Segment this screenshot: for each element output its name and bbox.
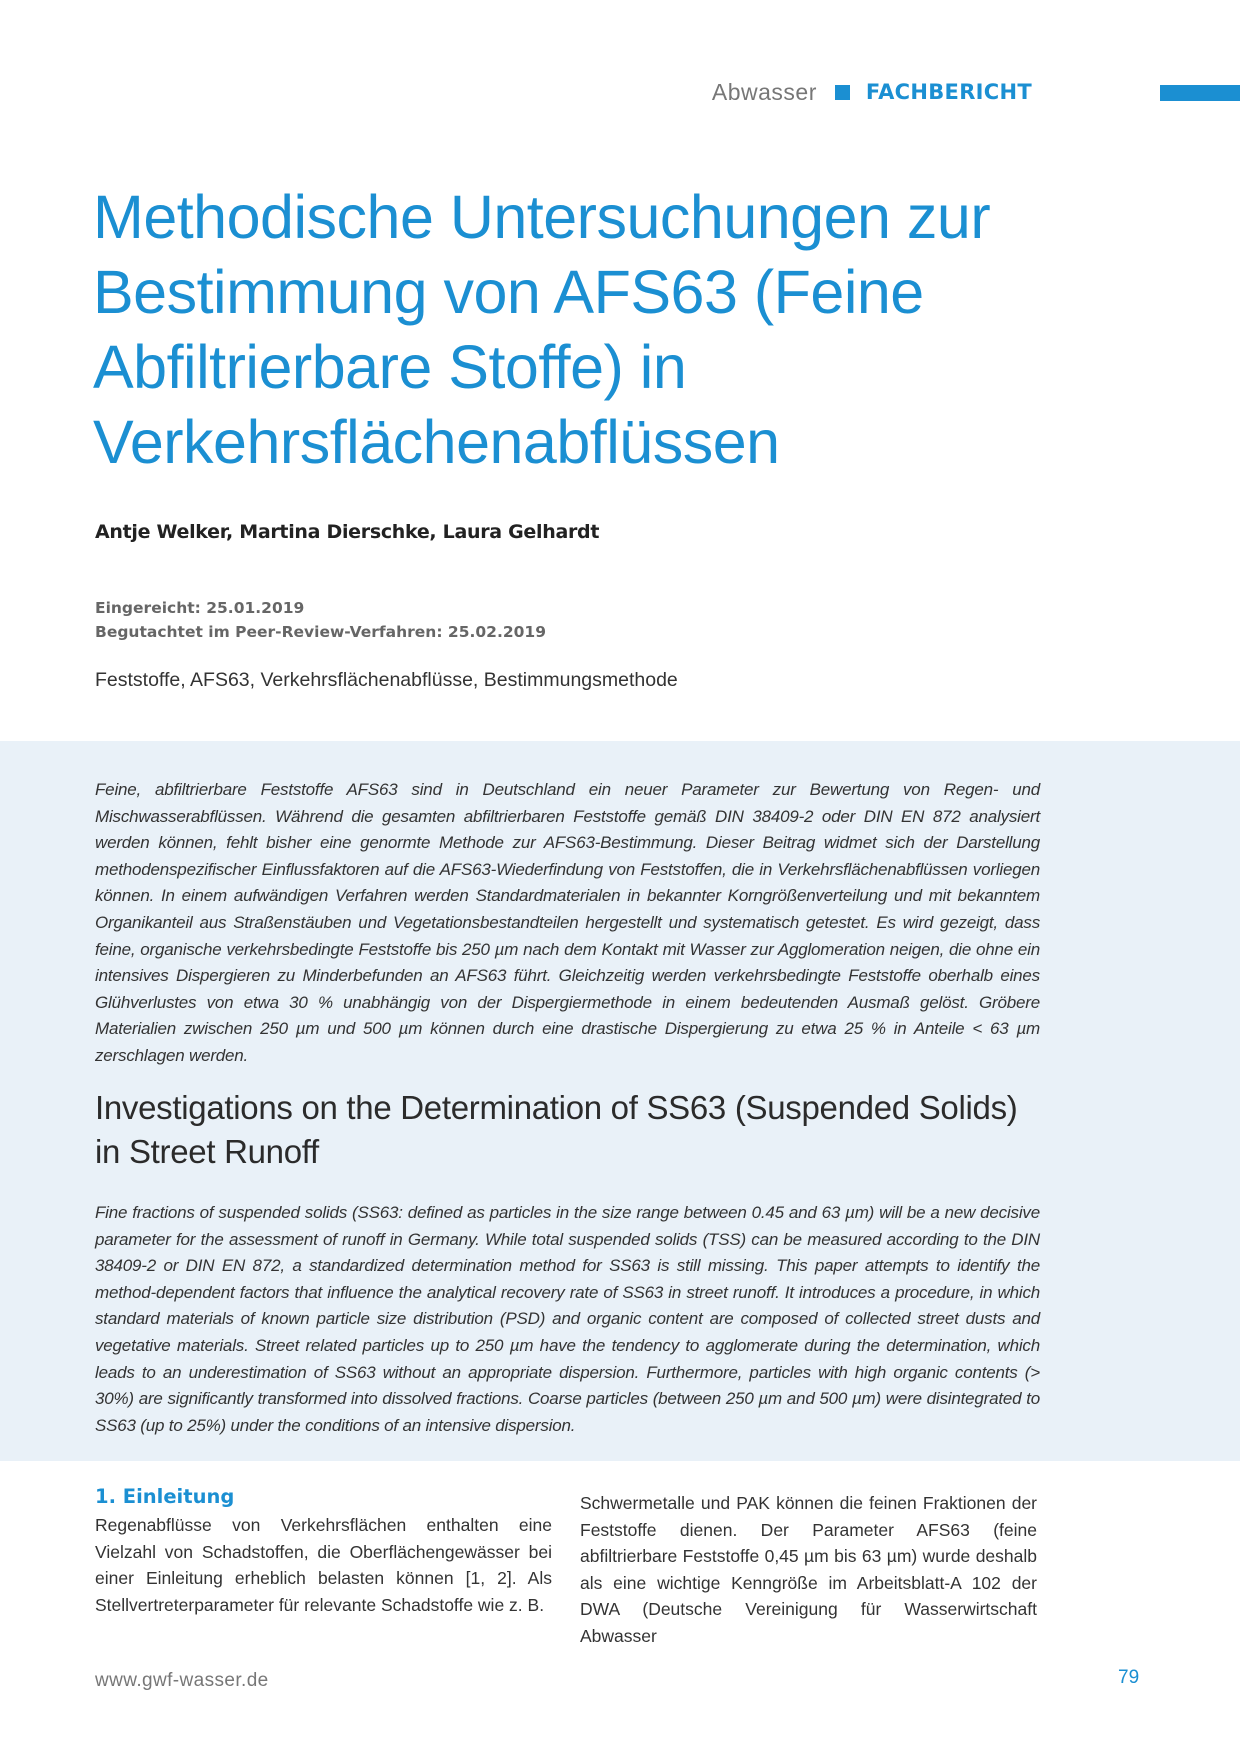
page-number: 79 (1118, 1667, 1140, 1688)
body-column-left (95, 1484, 552, 1618)
article-authors: Antje Welker, Martina Dierschke, Laura Gelhardt (95, 521, 600, 543)
body-column-right (580, 1490, 1037, 1650)
article-dates (95, 596, 546, 644)
header-section: Abwasser (711, 78, 817, 105)
body-paragraph-left: Regenabflüsse von Verkehrsflächen enthalten eine Vielzahl von Schadstoffen, die Oberflächengewässer bei einer Einleitung erheblich belasten können [1, 2]. Als Stellvertreterparameter für relevante Schadstoffe wie z. B. (95, 1515, 552, 1615)
english-title: Investigations on the Determination of SS63 (Suspended Solids) in Street Runoff (95, 1089, 1018, 1170)
header-square-marker (835, 85, 850, 100)
body-paragraph-right: Schwermetalle und PAK können die feinen Fraktionen der Feststoffe dienen. Der Parameter AFS63 (feine abfiltrierbare Feststoffe 0,45 µm bis 63 µm) wurde deshalb als eine wichtige Kenngröße im Arbeitsblatt-A 102 der DWA (Deutsche Vereinigung für Wasserwirtschaft Abwasser (580, 1493, 1037, 1646)
footer-url[interactable]: www.gwf-wasser.de (95, 1670, 269, 1691)
header-category: FACHBERICHT (865, 80, 1032, 104)
abstract-german: Feine, abfiltrierbare Feststoffe AFS63 sind in Deutschland ein neuer Parameter zur Bewertung von Regen- und Mischwasserabflüssen. Während die gesamten abfiltrierbaren Feststoffe gemäß DIN 38409-2 oder DIN EN 872 analysiert werden können, fehlt bisher eine genormte Methode zur AFS63-Bestimmung. Dieser Beitrag widmet sich der Darstellung methodenspezifischer Einflussfaktoren auf die AFS63-Wiederfindung von Feststoffen, die in Verkehrsflächenabflüssen vorliegen können. In einem aufwändigen Verfahren werden Standardmaterialen in bekannter Korngrößenverteilung und mit bekanntem Organikanteil aus Straßenstäuben und Vegetationsbestandteilen hergestellt und systematisch getestet. Es wird gezeigt, dass feine, organische verkehrsbedingte Feststoffe bis 250 µm nach dem Kontakt mit Wasser zur Agglomeration neigen, die ohne ein intensives Dispergieren zu Minderbefunden an AFS63 führt. Gleichzeitig werden verkehrsbedingte Feststoffe oberhalb eines Glühverlustes von etwa 30 % unabhängig von der Dispergiermethode in einem bedeutenden Ausmaß gelöst. Gröbere Materialien zwischen 250 µm und 500 µm können durch eine drastische Dispergierung zu etwa 25 % in Anteile < 63 µm zerschlagen werden. (95, 780, 1040, 1065)
article-keywords: Feststoffe, AFS63, Verkehrsflächenabflüsse, Bestimmungsmethode (95, 669, 678, 691)
reviewed-date: Begutachtet im Peer-Review-Verfahren: 25.02.2019 (95, 623, 546, 641)
section-heading-introduction: 1. Einleitung (95, 1485, 235, 1508)
abstract-english: Fine fractions of suspended solids (SS63: defined as particles in the size range between 0.45 and 63 µm) will be a new decisive parameter for the assessment of runoff in Germany. While total suspended solids (TSS) can be measured according to the DIN 38409-2 or DIN EN 872, a standardized determination method for SS63 is still missing. This paper attempts to identify the method-dependent factors that influence the analytical recovery rate of SS63 in street runoff. It introduces a procedure, in which standard materials of known particle size distribution (PSD) and organic content are composed of collected street dusts and vegetative materials. Street related particles up to 250 µm have the tendency to agglomerate during the determination, which leads to an underestimation of SS63 without an appropriate dispersion. Furthermore, particles with high organic contents (> 30%) are significantly transformed into dissolved fractions. Coarse particles (between 250 µm and 500 µm) were disintegrated to SS63 (up to 25%) under the conditions of an intensive dispersion. (95, 1203, 1040, 1435)
submitted-date: Eingereicht: 25.01.2019 (95, 599, 305, 617)
running-header (712, 78, 1032, 106)
edge-accent-bar (1160, 85, 1240, 101)
article-title: Methodische Untersuchungen zur Bestimmung von AFS63 (Feine Abfiltrierbare Stoffe) in Verkehrsflächenabflüssen (93, 183, 991, 476)
